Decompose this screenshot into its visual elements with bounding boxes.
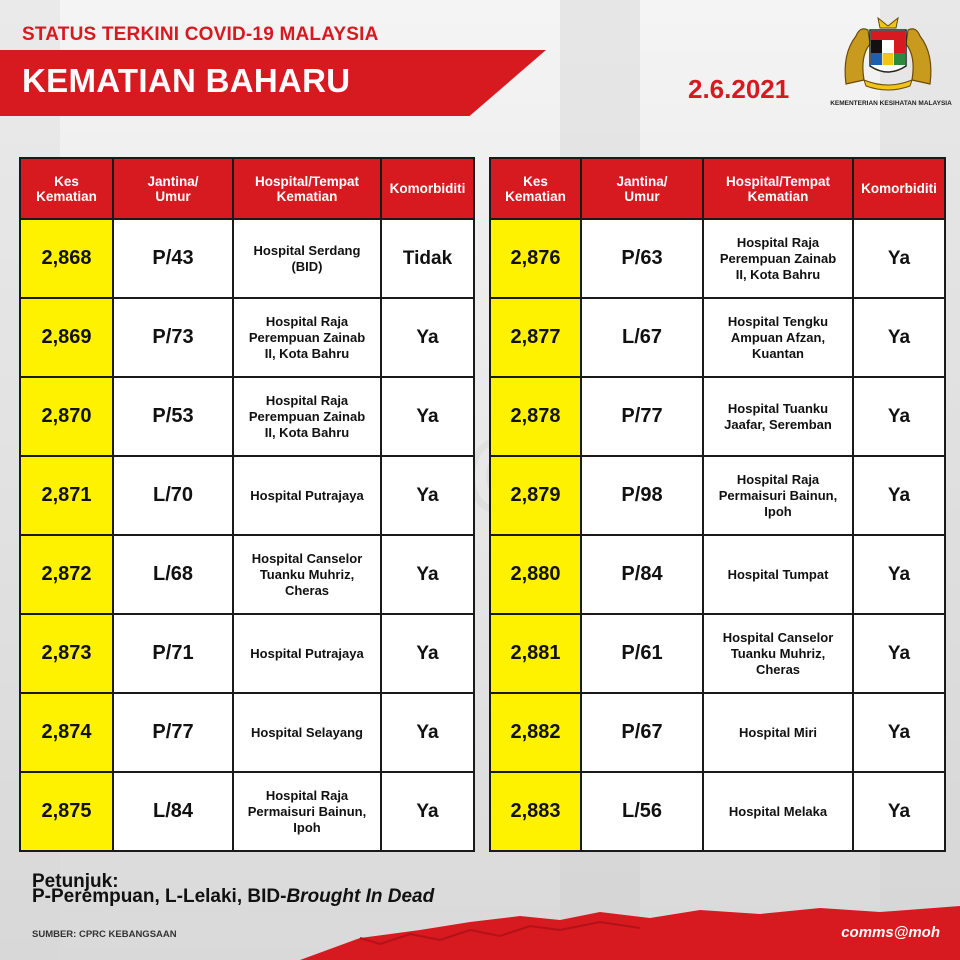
comorbidity: Ya (381, 456, 474, 535)
case-number: 2,880 (490, 535, 581, 614)
case-number: 2,879 (490, 456, 581, 535)
table-row (20, 772, 474, 851)
legend-italic: Brought In Dead (286, 886, 435, 907)
overline-title: STATUS TERKINI COVID-19 MALAYSIA (22, 24, 379, 45)
table-row (490, 772, 945, 851)
comorbidity: Ya (381, 693, 474, 772)
table-row (20, 614, 474, 693)
hospital-name: Hospital Putrajaya (233, 614, 381, 693)
hospital-name: Hospital Serdang (BID) (233, 219, 381, 298)
gender-age: P/63 (581, 219, 703, 298)
case-number: 2,877 (490, 298, 581, 377)
hospital-name: Hospital Selayang (233, 693, 381, 772)
legend-heading: Petunjuk: (32, 871, 119, 892)
case-number: 2,883 (490, 772, 581, 851)
gender-age: P/67 (581, 693, 703, 772)
comorbidity: Ya (381, 772, 474, 851)
hospital-name: Hospital Tengku Ampuan Afzan, Kuantan (703, 298, 853, 377)
social-handle: comms@moh (841, 924, 940, 941)
page-title: KEMATIAN BAHARU (22, 62, 351, 99)
comorbidity: Ya (853, 693, 945, 772)
report-date: 2.6.2021 (688, 74, 790, 104)
coat-of-arms-logo (838, 14, 938, 94)
comorbidity: Ya (381, 377, 474, 456)
hospital-name: Hospital Canselor Tuanku Muhriz, Cheras (233, 535, 381, 614)
gender-age: L/68 (113, 535, 233, 614)
col-header-kes: Kes Kematian (490, 158, 581, 219)
case-number: 2,876 (490, 219, 581, 298)
hospital-name: Hospital Raja Perempuan Zainab II, Kota Bahru (703, 219, 853, 298)
table-row (490, 614, 945, 693)
col-header-jantina: Jantina/ Umur (581, 158, 703, 219)
hospital-name: Hospital Miri (703, 693, 853, 772)
table-row (490, 693, 945, 772)
table-row (490, 298, 945, 377)
comorbidity: Ya (853, 298, 945, 377)
gender-age: P/77 (581, 377, 703, 456)
legend-text: P-Perempuan, L-Lelaki, BID-Brought In Dead (32, 886, 435, 907)
source-credit: SUMBER: CPRC KEBANGSAAN (32, 929, 177, 940)
table-row (20, 456, 474, 535)
hospital-name: Hospital Tuanku Jaafar, Seremban (703, 377, 853, 456)
deaths-table-right (489, 157, 946, 852)
case-number: 2,873 (20, 614, 113, 693)
gender-age: L/70 (113, 456, 233, 535)
table-row (20, 693, 474, 772)
case-number: 2,878 (490, 377, 581, 456)
hospital-name: Hospital Putrajaya (233, 456, 381, 535)
table-row (490, 219, 945, 298)
col-header-kes: Kes Kematian (20, 158, 113, 219)
hospital-name: Hospital Raja Perempuan Zainab II, Kota Bahru (233, 377, 381, 456)
hospital-name: Hospital Raja Perempuan Zainab II, Kota Bahru (233, 298, 381, 377)
table-row (20, 298, 474, 377)
hospital-name: Hospital Tumpat (703, 535, 853, 614)
col-header-komorbiditi: Komorbiditi (853, 158, 945, 219)
gender-age: L/67 (581, 298, 703, 377)
col-header-hospital: Hospital/Tempat Kematian (233, 158, 381, 219)
table-row (490, 535, 945, 614)
case-number: 2,870 (20, 377, 113, 456)
hospital-name: Hospital Raja Permaisuri Bainun, Ipoh (703, 456, 853, 535)
comorbidity: Ya (853, 456, 945, 535)
hospital-name: Hospital Melaka (703, 772, 853, 851)
case-number: 2,868 (20, 219, 113, 298)
gender-age: P/53 (113, 377, 233, 456)
case-number: 2,875 (20, 772, 113, 851)
col-header-hospital: Hospital/Tempat Kematian (703, 158, 853, 219)
deaths-table-left (19, 157, 475, 852)
comorbidity: Ya (381, 614, 474, 693)
hospital-name: Hospital Canselor Tuanku Muhriz, Cheras (703, 614, 853, 693)
case-number: 2,874 (20, 693, 113, 772)
gender-age: P/61 (581, 614, 703, 693)
comorbidity: Ya (381, 298, 474, 377)
comorbidity: Ya (853, 219, 945, 298)
case-number: 2,882 (490, 693, 581, 772)
comorbidity: Ya (381, 535, 474, 614)
case-number: 2,881 (490, 614, 581, 693)
comorbidity: Ya (853, 614, 945, 693)
comorbidity: Ya (853, 535, 945, 614)
gender-age: P/43 (113, 219, 233, 298)
table-row (490, 377, 945, 456)
gender-age: P/84 (581, 535, 703, 614)
table-row (490, 456, 945, 535)
hospital-name: Hospital Raja Permaisuri Bainun, Ipoh (233, 772, 381, 851)
comorbidity: Tidak (381, 219, 474, 298)
table-header-row (20, 158, 474, 219)
gender-age: P/98 (581, 456, 703, 535)
gender-age: P/71 (113, 614, 233, 693)
case-number: 2,871 (20, 456, 113, 535)
table-row (20, 535, 474, 614)
col-header-komorbiditi: Komorbiditi (381, 158, 474, 219)
gender-age: L/56 (581, 772, 703, 851)
table-header-row (490, 158, 945, 219)
comorbidity: Ya (853, 772, 945, 851)
table-row (20, 377, 474, 456)
gender-age: P/73 (113, 298, 233, 377)
gender-age: P/77 (113, 693, 233, 772)
case-number: 2,872 (20, 535, 113, 614)
col-header-jantina: Jantina/ Umur (113, 158, 233, 219)
gender-age: L/84 (113, 772, 233, 851)
table-row (20, 219, 474, 298)
comorbidity: Ya (853, 377, 945, 456)
ministry-name: KEMENTERIAN KESIHATAN MALAYSIA (830, 100, 952, 107)
case-number: 2,869 (20, 298, 113, 377)
